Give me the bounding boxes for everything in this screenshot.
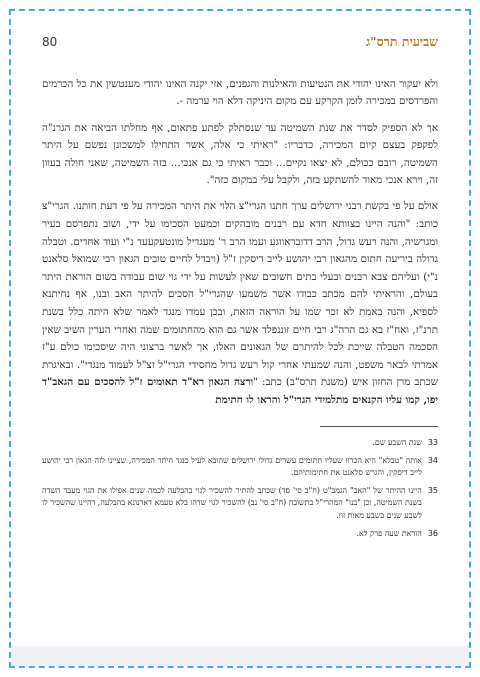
footnote-number: 35 — [427, 486, 438, 496]
footnote-text: אותה "טבלא" היא הכרוז שעליו חתומים עשרים גדולי ירושלים שהובא לעיל כנגד היתר המכירה, שציינו לזה הגאון רבי יהושע לייב דיסקין, והגרש סלאנט את חתימותיהם. — [42, 455, 422, 477]
body-text — [42, 76, 438, 410]
paragraph-3-bold: ורצה הגאון רא"ד תאומים ז"ל להסכים עם הגאב"ד יפו, קמו עליו הקנאים מתלמידי הגרי"ל והראו לו חתימת — [42, 376, 438, 406]
footnote-divider — [320, 426, 438, 427]
footnote-text: הוראת שעה פרק לא. — [356, 528, 422, 538]
paragraph-2: אך לא הספיק לסדר את שנת השמיטה עד שנסתלק לפתע פתאום, אף מחלתו הביאה את הגרנ"ה לפקפק בעצם קיום המכירה, כדבריו: "ראיתי כי אלה, אשר התחילו למשכונן נפשם על היתר השמיטה, רובם ככולם, לא יצאו נקיים... וכבר ראיתי כי גם אנכי... בזה השמיטה, שאני חולה בעוון זה, וירא אנכי מאוד להשתקע בזה, ולקבל עלי במקום כזה". — [42, 121, 438, 187]
footnote — [42, 455, 438, 479]
document-page — [42, 34, 438, 546]
footnote — [42, 528, 438, 540]
footnote — [42, 437, 438, 449]
footnote-number: 33 — [427, 437, 438, 447]
running-title: שביעית תרס"ג — [366, 34, 438, 49]
footnote-text: שנת השבע שם. — [372, 437, 422, 447]
footnotes — [42, 426, 438, 540]
footnote-text: היינו ההיתר של "האב" הגמב"ט (ח"ב סי' סד) שכתב להתיר להשכיר לגוי בהבלעה לכמה שנים אפילו את הגוי מעבד השדה בשנת השמיטה, וכן "בנו" המהרי"ל בתשובה (ח"ב סי' נב) להשכיר לגוי שדהו בלא טעמא דארנונא בהבלעה, דהיינו שהשכיר לו לשבע שנים בשבע מאות זוז. — [42, 486, 422, 520]
footer-band — [11, 646, 469, 666]
paragraph-1: ולא יעקור האינו יהודי את הנטיעות והאילנות והגפנים, אזי יקנה האינו יהודי מענטשין את כל הכרמים והפרדסים במכירה לזמן הקרקע עם מקום היניקה דלא הוי ערמה -. — [42, 78, 438, 108]
paragraph-3-text: אולם על פי בקשת רבני ירושלים ערך חתנו הגרי"צ הלוי את היתר המכירה על פי דעת חותנו. הגרי"צ כותב: "והנה היינו בצוותא חדא עם רבנים מובהקים וכמעט הסכימו על ידי, ושוב נתפרסם בעיר ומגרשיה, והנה רעש גדול, הרב דדובראווגע ועמו הרב ר' מעגדיל מונטעקעעד נ"י ועוד אחדים. וטבלה גדולה ביריעה חתום מהגאון רבי יהושע לייב דיסקין ז"ל (ויבדל לחיים טובים הגאון רבי שמואל סלאנט נ"י) ועליהם צבא רבנים ובעלי בתים חשובים שאין לעשות על ידי גוי שום עבודה בשום הוראת היתר בעולם, והראיתי להם מכתב כבודו אשר משמעו שהגרי"ל הסכים להיתר האב ובנו, אף נחיתנא לספיא, והנה באמת לא זכר שמו על הוראה הזאת, ובכן עמדו מנגד לאמר שלא היתה כלל בשנת תרנ"ז, ואח"ז בא גם הרה"ג רבי חיים זוננפלד אשר גם הוא מהחתומים שמה ואחרי הערין השיב שאין הסכמה הטבלה שייכת לכל להיתרם של הגאונים האלו, אך לאשר ברצוני היה שיסכימו כולם ע"ז אמרתי לבאר משפט, והנה שמעתי אחרי קול רעש גדול מחסידי הגרי"ל זצ"ל לעמוד מנגדי". ובאיגרת שכתב מרן החזון איש (משנת תרס"ב) כתב: " — [42, 200, 439, 389]
footnote-number: 34 — [427, 455, 438, 465]
footnote — [42, 485, 438, 522]
page-number: 80 — [42, 35, 58, 49]
footnote-number: 36 — [427, 528, 438, 538]
paragraph-3 — [42, 198, 438, 409]
page-header — [42, 34, 438, 54]
